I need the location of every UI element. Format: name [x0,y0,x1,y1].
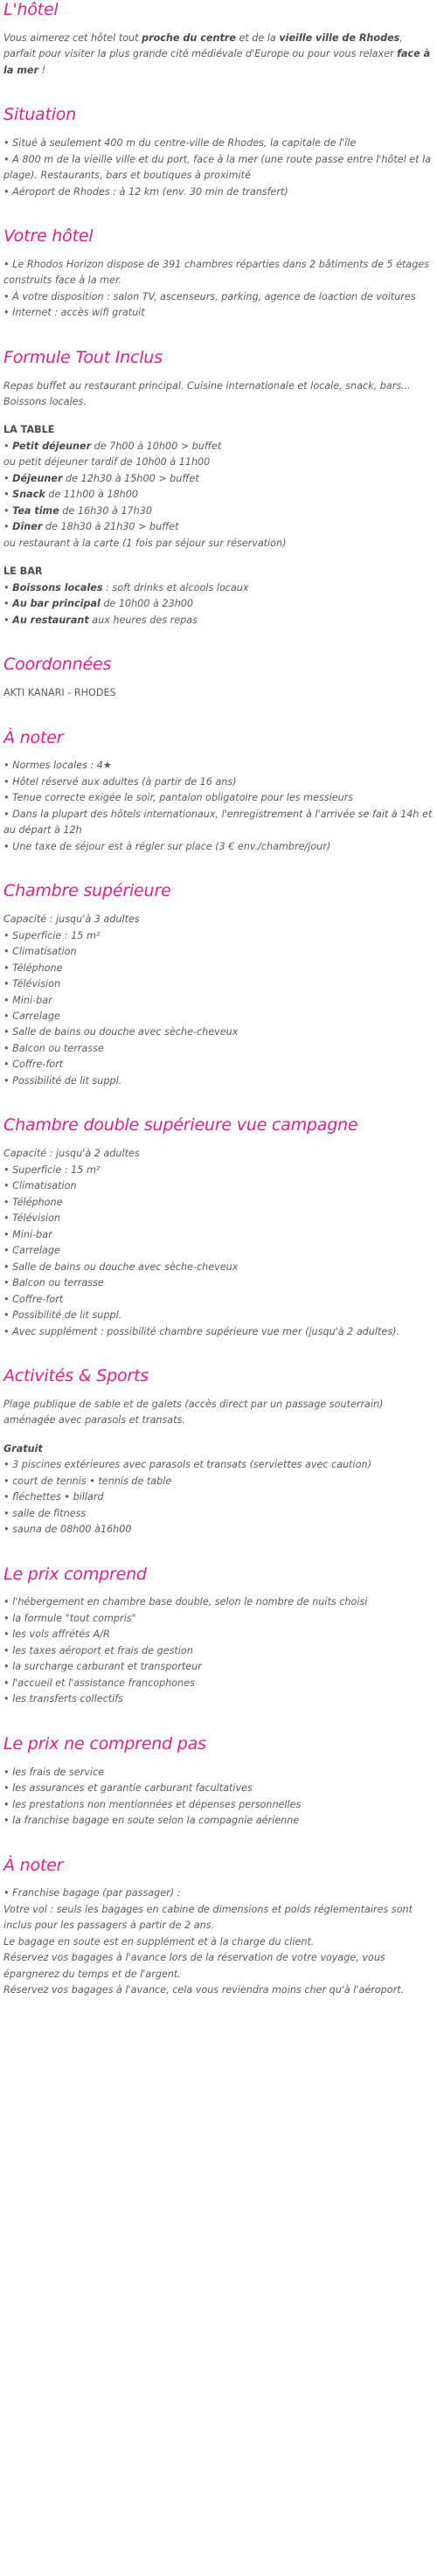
text-line [3,1902,434,1934]
text-segment: • Le Rhodos Horizon dispose de 391 chambres réparties dans 2 bâtiments de 5 étages construits face à la mer. [3,258,430,287]
text-line [3,1627,434,1642]
text-line [3,1275,434,1291]
text-segment: ! [38,64,46,76]
text-line [3,1308,434,1323]
text-segment: • [3,614,13,626]
text-line [3,928,434,944]
text-line [3,1522,434,1538]
text-line [3,289,434,305]
text-segment: • Franchise bagage (par passager) : [3,1887,181,1899]
text-segment: • l'hébergement en chambre base double, selon le nombre de nuits choisi [3,1596,368,1608]
text-segment: • Balcon ou terrasse [3,1277,104,1289]
bold-text: face à la mer [3,48,431,76]
text-segment: ou petit déjeuner tardif de 10h00 à 11h00 [3,456,211,469]
text-segment: Vous aimerez cet hôtel tout [3,31,142,44]
text-line [3,580,434,596]
text-line [3,1324,434,1340]
text-segment: • Avec supplément : possibilité chambre supérieure vue mer (jusqu'à 2 adultes). [3,1325,400,1337]
paragraph [3,1885,434,1998]
paragraph-gap [3,410,434,422]
paragraph [3,1441,434,1538]
text-line [3,1163,434,1178]
paragraph [3,422,434,552]
text-line [3,790,434,806]
text-segment: , parfait pour visiter la plus grande cité médiévale d'Europe ou pour vous relaxer [3,31,403,60]
text-segment: • Coffre-fort [3,1059,64,1071]
section-heading: À noter [3,1855,64,1875]
bold-text: Petit déjeuner [12,440,92,452]
paragraph [3,1765,434,1830]
section-activites-sports [3,1366,434,1538]
paragraph [3,378,434,411]
text-line [3,1611,434,1627]
text-line [3,976,434,992]
paragraph [3,1397,434,1429]
text-segment: • [3,598,13,610]
text-segment: • Internet : accès wifi gratuit [3,307,145,319]
text-segment: • la surcharge carburant et transporteur [3,1661,202,1673]
text-segment: Capacité : jusqu'à 2 adultes [3,1148,140,1160]
text-line [3,1441,434,1457]
text-line [3,1260,434,1275]
paragraph [3,685,434,701]
bold-text: Au bar principal [12,598,101,610]
text-segment: • la franchise bagage en soute selon la compagnie aérienne [3,1815,300,1827]
bold-text: Snack [12,489,45,501]
text-line [3,1765,434,1781]
section-a-noter [3,728,434,856]
text-line [3,152,434,184]
section-heading: Formule Tout Inclus [3,347,163,367]
text-line [3,912,434,927]
text-segment: • Climatisation [3,1180,77,1192]
text-segment: • sauna de 08h00 à16h00 [3,1524,132,1536]
text-line [3,596,434,612]
section-heading: Coordonnées [3,655,112,675]
text-segment: • [3,504,13,517]
text-line [3,807,434,839]
text-line [3,1227,434,1243]
bold-text: Déjeuner [12,472,63,484]
text-segment: Réservez vos bagages à l'avance lors de la réservation de votre voyage, vous épargnerez du temps et de l'argent. [3,1952,385,1980]
text-line [3,758,434,774]
text-segment: de 16h30 à 17h30 [59,504,153,517]
section-chambre-superieure [3,881,434,1089]
text-line [3,1489,434,1505]
bold-text: Tea time [12,504,59,517]
bold-text: Au restaurant [12,614,89,626]
text-segment: ou restaurant à la carte (1 fois par séjour sur réservation) [3,537,287,549]
text-line [3,1243,434,1259]
paragraph [3,1594,434,1707]
text-line [3,1178,434,1194]
text-line [3,564,434,580]
bold-text: Dîner [12,521,43,533]
text-segment: • court de tennis • tennis de table [3,1475,172,1487]
text-line [3,1041,434,1057]
text-line [3,1676,434,1691]
text-segment: • Aéroport de Rhodes : à 12 km (env. 30 min de transfert) [3,185,288,198]
text-segment: AKTI KANARI - RHODES [3,687,116,699]
text-segment: • Tenue correcte exigée le soir, pantalon obligatoire pour les messieurs [3,792,354,804]
text-line [3,519,434,535]
text-segment: • Une taxe de séjour est à régler sur place (3 € env./chambre/jour) [3,840,331,852]
text-segment: • Possibilité de lit suppl. [3,1309,122,1322]
text-line [3,1885,434,1901]
text-line [3,993,434,1009]
text-line [3,1009,434,1024]
text-segment: • Possibilité de lit suppl. [3,1074,122,1087]
section-heading: L'hôtel [3,0,59,19]
text-segment: de 10h00 à 23h00 [100,598,194,610]
text-segment: • A 800 m de la vieille ville et du port, face à la mer (une route passe entre l'hôtel et la plage). Restaurants, bars et boutiques à proximité [3,153,432,182]
text-line [3,1594,434,1610]
text-segment: • les taxes aéroport et frais de gestion [3,1644,193,1656]
section-situation [3,105,434,200]
text-segment: • Situé à seulement 400 m du centre-ville de Rhodes, la capitale de l'île [3,137,357,149]
text-segment: de 12h30 à 15h00 > buffet [62,472,199,484]
section-heading: Chambre double supérieure vue campagne [3,1115,358,1135]
text-segment: • 3 piscines extérieures avec parasols et transats (serviettes avec caution) [3,1459,371,1471]
bold-text: vieille ville de Rhodes [279,31,400,44]
text-segment: • Téléphone [3,962,63,974]
bold-text: Boissons locales [12,581,103,594]
text-line [3,471,434,487]
section-le-prix-comprend [3,1565,434,1708]
section-heading: Le prix ne comprend pas [3,1733,206,1753]
text-segment: de 11h00 à 18h00 [45,489,139,501]
paragraph [3,135,434,200]
paragraph [3,912,434,1089]
section-votre-hotel [3,226,434,322]
text-segment: • l'accueil et l'assistance francophones [3,1677,195,1689]
text-line [3,613,434,628]
text-segment: • Salle de bains ou douche avec sèche-cheveux [3,1026,239,1038]
text-line [3,1195,434,1211]
text-line [3,257,434,289]
text-line [3,1950,434,1982]
text-line [3,503,434,519]
text-segment: Plage publique de sable et de galets (accès direct par un passage souterrain) aménagée avec parasols et transats. [3,1398,384,1427]
text-segment: • la formule "tout compris" [3,1612,136,1624]
text-segment: • Salle de bains ou douche avec sèche-cheveux [3,1260,239,1273]
text-segment: • [3,440,13,452]
text-segment: Votre vol : seuls les bagages en cabine de dimensions et poids réglementaires sont inclus pour les passagers à partir de 2 ans. [3,1903,413,1932]
paragraph [3,31,434,79]
paragraph [3,257,434,322]
section-le-prix-ne-comprend-pas [3,1734,434,1830]
text-segment: • les assurances et garantie carburant facultatives [3,1782,253,1795]
text-line [3,1781,434,1796]
paragraph [3,1146,434,1340]
text-line [3,487,434,503]
text-line [3,839,434,855]
text-line [3,439,434,455]
section-l-hotel [3,0,434,79]
bold-text: LE BAR [3,566,43,578]
section-heading: À noter [3,727,64,747]
text-segment: • Superficie : 15 m² [3,929,101,941]
text-line [3,536,434,552]
text-line [3,1982,434,1998]
bold-text: LA TABLE [3,424,55,436]
section-formule-tout-inclus [3,348,434,629]
section-heading: Situation [3,105,77,125]
text-line [3,1211,434,1226]
text-line [3,685,434,701]
paragraph [3,564,434,628]
section-heading: Votre hôtel [3,226,94,246]
text-segment: • Balcon ou terrasse [3,1042,104,1054]
section-heading: Activités & Sports [3,1366,149,1386]
text-segment: • les vols affrétés A/R [3,1628,110,1641]
text-line [3,1643,434,1659]
text-line [3,1506,434,1522]
section-chambre-double-superieure-vue-campagne [3,1115,434,1340]
text-line [3,1292,434,1308]
text-segment: • salle de fitness [3,1507,87,1519]
text-line [3,1457,434,1473]
text-segment: : soft drinks et alcools locaux [102,581,249,594]
text-segment: de 7h00 à 10h00 > buffet [91,440,222,452]
text-segment: • Mini-bar [3,994,52,1006]
text-line [3,1934,434,1950]
text-line [3,961,434,976]
text-segment: • Hôtel réservé aux adultes (à partir de 16 ans) [3,775,237,788]
text-segment: • Télévision [3,978,61,990]
text-line [3,1813,434,1829]
paragraph-gap [3,552,434,564]
paragraph [3,758,434,855]
section-heading: Chambre supérieure [3,881,171,901]
text-segment: • Mini-bar [3,1228,52,1240]
text-segment: de 18h30 à 21h30 > buffet [42,521,179,533]
paragraph-gap [3,1429,434,1441]
text-line [3,378,434,411]
text-line [3,774,434,790]
text-segment: • Superficie : 15 m² [3,1163,101,1176]
text-segment: • Téléphone [3,1196,63,1208]
text-line [3,1397,434,1429]
text-line [3,1057,434,1073]
text-line [3,944,434,960]
text-segment: • Dans la plupart des hôtels internationaux, l'enregistrement à l'arrivée se fait à 14h et au départ à 12h [3,808,433,837]
text-line [3,1474,434,1489]
text-segment: Réservez vos bagages à l'avance, cela vous reviendra moins cher qu'à l'aéroport. [3,1984,405,1996]
text-line [3,1024,434,1040]
text-segment: • Carrelage [3,1010,60,1022]
text-line [3,455,434,470]
bold-text: proche du centre [142,31,236,44]
bold-text: Gratuit [3,1442,43,1455]
text-segment: Repas buffet au restaurant principal. Cuisine internationale et locale, snack, bars... Boissons locales. [3,379,411,407]
text-segment: • [3,521,13,533]
section-coordonnees [3,655,434,701]
text-line [3,422,434,438]
text-line [3,135,434,151]
text-segment: et de la [235,31,280,44]
text-line [3,31,434,79]
text-segment: • [3,489,13,501]
section-a-noter [3,1856,434,1999]
text-segment: • Coffre-fort [3,1293,64,1305]
text-line [3,1146,434,1162]
text-segment: • fléchettes • billard [3,1491,104,1503]
text-segment: • Télévision [3,1212,61,1225]
text-line [3,1797,434,1813]
text-segment: • [3,472,13,484]
text-line [3,184,434,200]
text-line [3,1073,434,1089]
text-segment: • À votre disposition : salon TV, ascenseurs, parking, agence de loaction de voitures [3,290,416,302]
text-segment: aux heures des repas [88,614,198,626]
text-segment: • [3,581,13,594]
text-segment: • les transferts collectifs [3,1693,123,1705]
text-segment: • Carrelage [3,1245,60,1257]
text-line [3,305,434,321]
text-line [3,1659,434,1675]
text-segment: • les frais de service [3,1766,105,1778]
text-segment: Le bagage en soute est en supplément et à la charge du client. [3,1935,315,1948]
text-segment: • Normes locales : 4★ [3,760,112,772]
section-heading: Le prix comprend [3,1564,147,1584]
text-line [3,1691,434,1707]
text-segment: Capacité : jusqu'à 3 adultes [3,913,140,926]
text-segment: • Climatisation [3,946,77,958]
text-segment: • les prestations non mentionnées et dépenses personnelles [3,1798,302,1810]
